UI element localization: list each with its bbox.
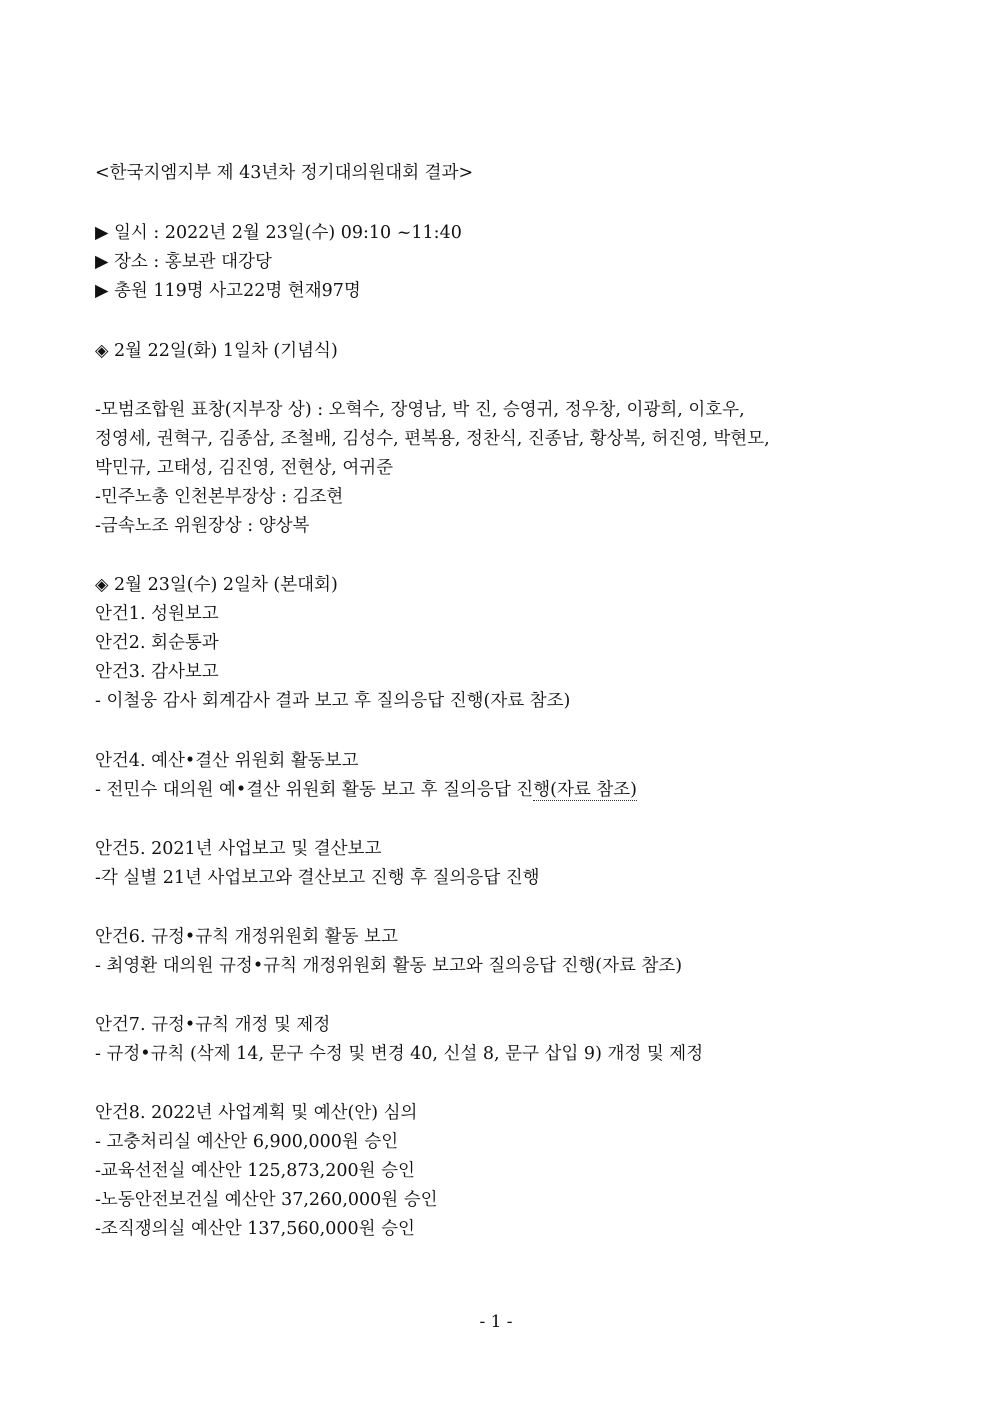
agenda-3-detail: - 이철웅 감사 회계감사 결과 보고 후 질의응답 진행(자료 참조) xyxy=(95,691,571,711)
award-kmwu: -금속노조 위원장상 : 양상복 xyxy=(95,516,310,536)
document-title: <한국지엠지부 제 43년차 정기대의원대회 결과> xyxy=(95,163,474,183)
info-place: ▶ 장소 : 홍보관 대강당 xyxy=(95,252,272,272)
agenda-3: 안건3. 감사보고 xyxy=(95,662,219,682)
agenda-2: 안건2. 회순통과 xyxy=(95,633,219,653)
info-attendance: ▶ 총원 119명 사고22명 현재97명 xyxy=(95,281,361,301)
agenda-1: 안건1. 성원보고 xyxy=(95,604,219,624)
page-number: - 1 - xyxy=(479,1312,513,1332)
agenda-4-detail-text: - 전민수 대의원 예•결산 위원회 활동 보고 후 질의응답 진 xyxy=(95,780,534,800)
agenda-6: 안건6. 규정•규칙 개정위원회 활동 보고 xyxy=(95,927,398,947)
agenda-4-detail-underlined: 행(자료 참조) xyxy=(533,780,637,800)
agenda-8-item-3: -노동안전보건실 예산안 37,260,000원 승인 xyxy=(95,1190,438,1210)
award-line-1: -모범조합원 표창(지부장 상) : 오혁수, 장영남, 박 진, 승영귀, 정우창, 이광희, 이호우, xyxy=(95,400,745,420)
info-date: ▶ 일시 : 2022년 2월 23일(수) 09:10 ~11:40 xyxy=(95,223,462,243)
agenda-7: 안건7. 규정•규칙 개정 및 제정 xyxy=(95,1015,331,1035)
agenda-7-detail: - 규정•규칙 (삭제 14, 문구 수정 및 변경 40, 신설 8, 문구 삽입 9) 개정 및 제정 xyxy=(95,1044,704,1064)
agenda-8: 안건8. 2022년 사업계획 및 예산(안) 심의 xyxy=(95,1103,418,1123)
agenda-8-item-2: -교육선전실 예산안 125,873,200원 승인 xyxy=(95,1161,415,1181)
award-line-3: 박민규, 고태성, 김진영, 전현상, 여귀준 xyxy=(95,458,394,478)
award-kctu: -민주노총 인천본부장상 : 김조현 xyxy=(95,487,344,507)
agenda-6-detail: - 최영환 대의원 규정•규칙 개정위원회 활동 보고와 질의응답 진행(자료 참조) xyxy=(95,956,683,976)
agenda-8-item-4: -조직쟁의실 예산안 137,560,000원 승인 xyxy=(95,1219,415,1239)
agenda-5: 안건5. 2021년 사업보고 및 결산보고 xyxy=(95,839,382,859)
day2-heading: ◈ 2월 23일(수) 2일차 (본대회) xyxy=(95,575,338,595)
agenda-4-detail xyxy=(95,778,637,802)
award-line-2: 정영세, 권혁구, 김종삼, 조철배, 김성수, 편복용, 정찬식, 진종남, 황상복, 허진영, 박현모, xyxy=(95,429,770,449)
agenda-4: 안건4. 예산•결산 위원회 활동보고 xyxy=(95,751,359,771)
agenda-8-item-1: - 고충처리실 예산안 6,900,000원 승인 xyxy=(95,1132,399,1152)
agenda-5-detail: -각 실별 21년 사업보고와 결산보고 진행 후 질의응답 진행 xyxy=(95,868,540,888)
day1-heading: ◈ 2월 22일(화) 1일차 (기념식) xyxy=(95,341,338,361)
